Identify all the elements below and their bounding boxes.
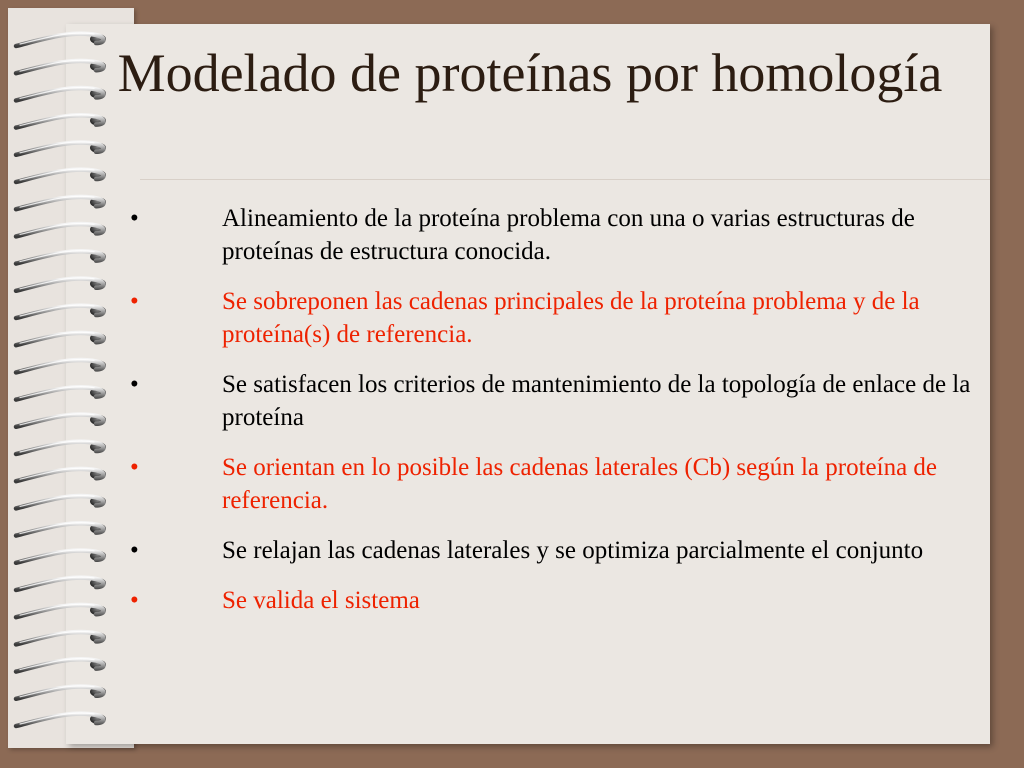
spiral-ring: [16, 523, 106, 536]
bullet-text-6: Se valida el sistema: [222, 587, 420, 614]
spiral-ring: [16, 359, 106, 372]
title-divider: [140, 179, 990, 180]
bullet-text-1: Alineamiento de la proteína problema con una o varias estructuras de proteínas de estructura conocida.: [222, 205, 915, 265]
bullet-dot: •: [130, 371, 139, 398]
spiral-ring: [16, 278, 106, 291]
bullet-item-1: [128, 202, 978, 268]
spiral-ring: [16, 468, 106, 481]
bullet-list: [128, 202, 978, 634]
bullet-text-3: Se satisfacen los criterios de mantenimiento de la topología de enlace de la proteína: [222, 371, 971, 431]
bullet-text-4: Se orientan en lo posible las cadenas laterales (Cb) según la proteína de referencia.: [222, 454, 938, 514]
bullet-dot: •: [130, 288, 139, 315]
spiral-ring: [16, 305, 106, 318]
bullet-item-5: [128, 534, 978, 567]
slide-title: Modelado de proteínas por homología: [117, 43, 943, 103]
spiral-ring: [16, 550, 106, 563]
spiral-ring: [16, 495, 106, 508]
bullet-item-2: [128, 285, 978, 351]
spiral-ring: [16, 169, 106, 182]
bullet-item-6: [128, 584, 978, 617]
bullet-text-2: Se sobreponen las cadenas principales de la proteína problema y de la proteína(s) de referencia.: [222, 288, 920, 348]
bullet-dot: •: [130, 537, 139, 564]
spiral-ring: [16, 196, 106, 209]
spiral-ring: [16, 713, 106, 726]
spiral-ring: [16, 223, 106, 236]
spiral-ring: [16, 332, 106, 345]
bullet-dot: •: [130, 454, 139, 481]
spiral-ring: [16, 577, 106, 590]
spiral-ring: [16, 414, 106, 427]
bullet-item-4: [128, 451, 978, 517]
spiral-ring: [16, 686, 106, 699]
spiral-ring: [16, 387, 106, 400]
bullet-dot: •: [130, 587, 139, 614]
spiral-ring: [16, 659, 106, 672]
bullet-text-5: Se relajan las cadenas laterales y se optimiza parcialmente el conjunto: [222, 537, 924, 564]
spiral-ring: [16, 441, 106, 454]
bullet-item-3: [128, 368, 978, 434]
spiral-binding-icon: [0, 0, 130, 768]
spiral-ring: [16, 142, 106, 155]
bullet-dot: •: [130, 205, 139, 232]
spiral-ring: [16, 251, 106, 264]
spiral-ring: [16, 631, 106, 644]
spiral-ring: [16, 115, 106, 128]
spiral-ring: [16, 604, 106, 617]
